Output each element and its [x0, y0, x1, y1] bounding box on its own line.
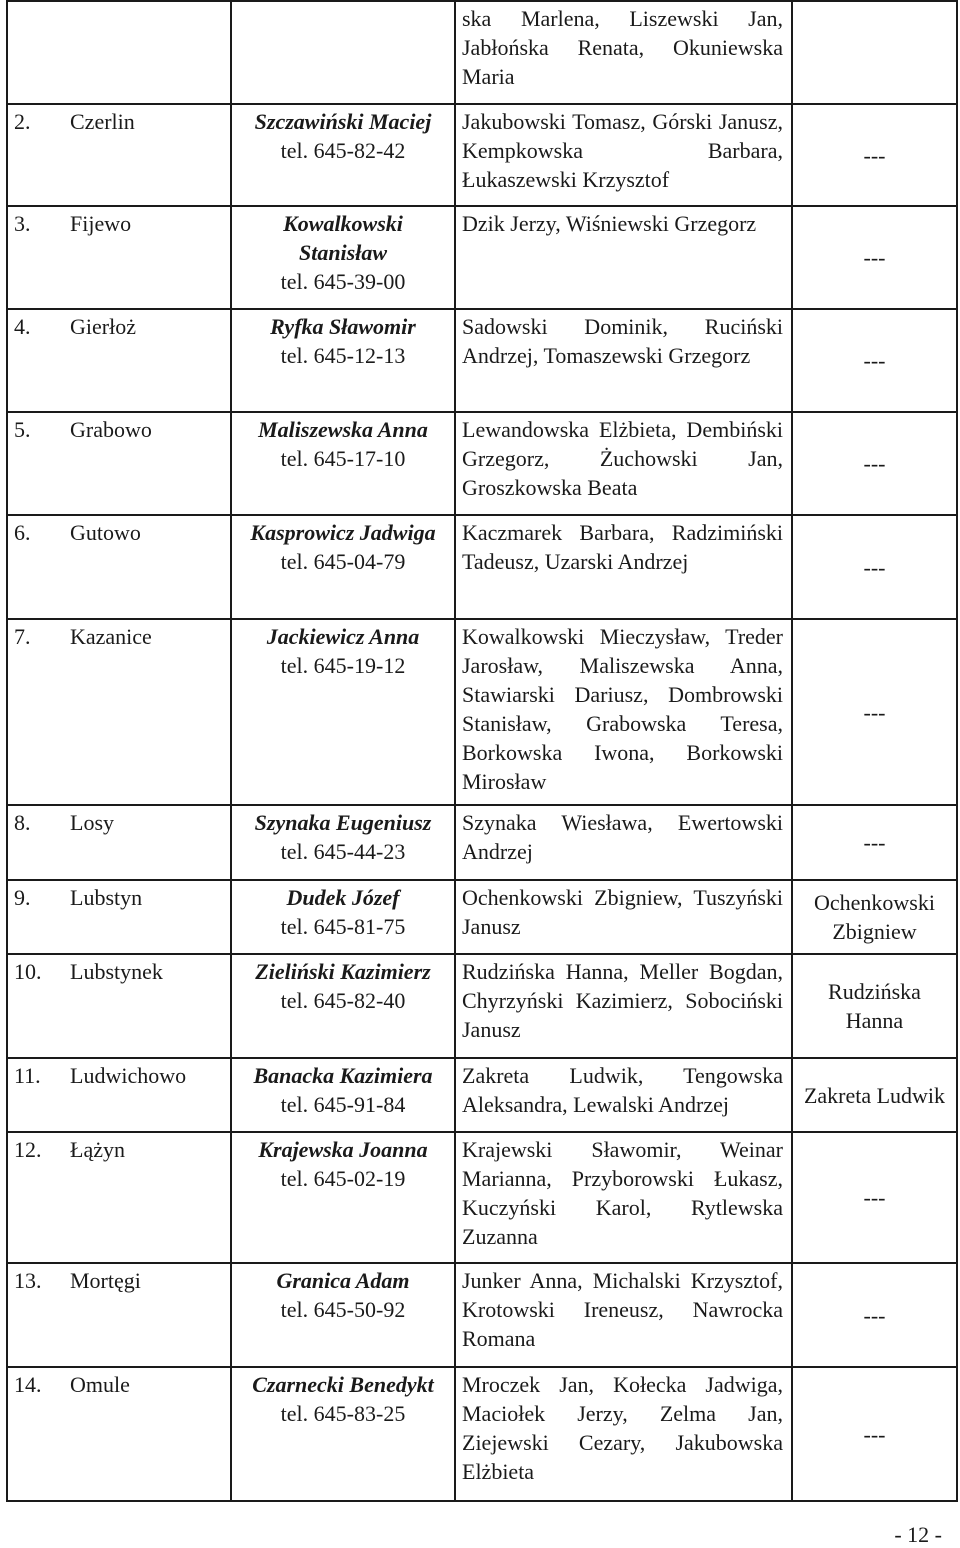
members-cell: Mroczek Jan, Kołecka Jadwiga, Maciołek Jerzy, Zelma Jan, Ziejewski Cezary, Jakubowska Elżbieta	[455, 1367, 792, 1501]
table-row	[7, 412, 957, 515]
village-name: Łążyn	[70, 1137, 125, 1162]
members-cell: ska Marlena, Liszewski Jan, Jabłońska Renata, Okuniewska Maria	[455, 1, 792, 104]
head-cell	[231, 1058, 455, 1132]
place-cell	[7, 619, 231, 805]
place-cell	[7, 1, 231, 104]
head-phone: tel. 645-19-12	[280, 653, 406, 678]
place-cell	[7, 104, 231, 206]
village-name: Losy	[70, 810, 114, 835]
members-cell: Sadowski Dominik, Ruciński Andrzej, Tomaszewski Grzegorz	[455, 309, 792, 412]
row-number: 13.	[14, 1268, 42, 1293]
row-number: 11.	[14, 1063, 41, 1088]
head-cell	[231, 515, 455, 619]
members-cell: Lewandowska Elżbieta, Dembiński Grzegorz, Żuchowski Jan, Groszkowska Beata	[455, 412, 792, 515]
head-cell	[231, 805, 455, 880]
village-name: Ludwichowo	[70, 1063, 187, 1088]
note-cell: ---	[792, 309, 957, 412]
head-phone: tel. 645-04-79	[280, 549, 406, 574]
head-name: Banacka Kazimiera	[253, 1063, 433, 1088]
table-row	[7, 805, 957, 880]
head-phone: tel. 645-91-84	[280, 1092, 406, 1117]
head-cell	[231, 206, 455, 309]
head-name: Granica Adam	[276, 1268, 410, 1293]
members-cell: Ochenkowski Zbigniew, Tuszyński Janusz	[455, 880, 792, 954]
head-phone: tel. 645-44-23	[280, 839, 406, 864]
row-number: 8.	[14, 810, 31, 835]
head-name: Szynaka Eugeniusz	[254, 810, 432, 835]
note-cell: ---	[792, 619, 957, 805]
head-name: Maliszewska Anna	[258, 417, 428, 442]
members-cell: Jakubowski Tomasz, Górski Janusz, Kempkowska Barbara, Łukaszewski Krzysztof	[455, 104, 792, 206]
table-row	[7, 954, 957, 1058]
table-row	[7, 619, 957, 805]
members-cell: Kaczmarek Barbara, Radzimiński Tadeusz, Uzarski Andrzej	[455, 515, 792, 619]
village-name: Omule	[70, 1372, 130, 1397]
head-cell	[231, 1, 455, 104]
head-name: Czarnecki Benedykt	[252, 1372, 434, 1397]
head-name: Ryfka Sławomir	[270, 314, 416, 339]
village-name: Mortęgi	[70, 1268, 141, 1293]
row-number: 6.	[14, 520, 31, 545]
members-cell: Krajewski Sławomir, Weinar Marianna, Przyborowski Łukasz, Kuczyński Karol, Rytlewska Zuzanna	[455, 1132, 792, 1263]
place-cell	[7, 805, 231, 880]
members-cell: Junker Anna, Michalski Krzysztof, Krotowski Ireneusz, Nawrocka Romana	[455, 1263, 792, 1367]
members-cell: Kowalkowski Mieczysław, Treder Jarosław, Maliszewska Anna, Stawiarski Dariusz, Dombrowski Stanisław, Grabowska Teresa, Borkowska Iwona, Borkowski Mirosław	[455, 619, 792, 805]
note-cell: ---	[792, 412, 957, 515]
head-cell	[231, 619, 455, 805]
table-row	[7, 1367, 957, 1501]
village-name: Lubstynek	[70, 959, 163, 984]
row-number: 7.	[14, 624, 31, 649]
head-cell	[231, 1132, 455, 1263]
row-number: 4.	[14, 314, 31, 339]
village-table	[6, 0, 958, 1502]
place-cell	[7, 954, 231, 1058]
head-name: Szczawiński Maciej	[254, 109, 432, 134]
note-cell: ---	[792, 1263, 957, 1367]
place-cell	[7, 515, 231, 619]
head-cell	[231, 1263, 455, 1367]
note-cell: ---	[792, 1367, 957, 1501]
table-row	[7, 515, 957, 619]
note-cell: ---	[792, 104, 957, 206]
table-row	[7, 1263, 957, 1367]
head-name: Jackiewicz Anna	[266, 624, 420, 649]
head-phone: tel. 645-83-25	[280, 1401, 406, 1426]
table-row	[7, 104, 957, 206]
head-phone: tel. 645-12-13	[280, 343, 406, 368]
village-name: Grabowo	[70, 417, 152, 442]
head-cell	[231, 412, 455, 515]
note-cell: ---	[792, 805, 957, 880]
head-phone: tel. 645-02-19	[280, 1166, 406, 1191]
place-cell	[7, 880, 231, 954]
place-cell	[7, 309, 231, 412]
place-cell	[7, 206, 231, 309]
place-cell	[7, 412, 231, 515]
note-cell: ---	[792, 515, 957, 619]
note-cell: ---	[792, 206, 957, 309]
head-cell	[231, 309, 455, 412]
members-cell: Rudzińska Hanna, Meller Bogdan, Chyrzyński Kazimierz, Sobociński Janusz	[455, 954, 792, 1058]
note-cell: Ochenkowski Zbigniew	[792, 880, 957, 954]
head-phone: tel. 645-82-42	[280, 138, 406, 163]
head-cell	[231, 954, 455, 1058]
row-number: 3.	[14, 211, 31, 236]
table-row	[7, 1, 957, 104]
head-phone: tel. 645-82-40	[280, 988, 406, 1013]
village-name: Lubstyn	[70, 885, 143, 910]
head-name: Zieliński Kazimierz	[255, 959, 431, 984]
village-name: Kazanice	[70, 624, 152, 649]
row-number: 10.	[14, 959, 42, 984]
head-phone: tel. 645-50-92	[280, 1297, 406, 1322]
note-cell: Zakreta Ludwik	[792, 1058, 957, 1132]
row-number: 14.	[14, 1372, 42, 1397]
table-row	[7, 1132, 957, 1263]
village-name: Fijewo	[70, 211, 132, 236]
place-cell	[7, 1058, 231, 1132]
head-phone: tel. 645-81-75	[280, 914, 406, 939]
members-cell: Dzik Jerzy, Wiśniewski Grzegorz	[455, 206, 792, 309]
head-name: Krajewska Joanna	[258, 1137, 428, 1162]
head-name: Dudek Józef	[286, 885, 400, 910]
village-name: Czerlin	[70, 109, 135, 134]
note-cell: Rudzińska Hanna	[792, 954, 957, 1058]
village-name: Gutowo	[70, 520, 141, 545]
head-cell	[231, 880, 455, 954]
table-row	[7, 206, 957, 309]
members-cell: Zakreta Ludwik, Tengowska Aleksandra, Lewalski Andrzej	[455, 1058, 792, 1132]
head-name: Kasprowicz Jadwiga	[250, 520, 436, 545]
table-row	[7, 1058, 957, 1132]
page-number: - 12 -	[894, 1522, 942, 1547]
table-body	[7, 1, 957, 1501]
row-number: 2.	[14, 109, 31, 134]
place-cell	[7, 1367, 231, 1501]
place-cell	[7, 1263, 231, 1367]
members-cell: Szynaka Wiesława, Ewertowski Andrzej	[455, 805, 792, 880]
table-row	[7, 880, 957, 954]
place-cell	[7, 1132, 231, 1263]
head-cell	[231, 1367, 455, 1501]
village-name: Gierłoż	[70, 314, 136, 339]
head-cell	[231, 104, 455, 206]
row-number: 12.	[14, 1137, 42, 1162]
note-cell: ---	[792, 1132, 957, 1263]
head-phone: tel. 645-17-10	[280, 446, 406, 471]
row-number: 5.	[14, 417, 31, 442]
note-cell	[792, 1, 957, 104]
table-row	[7, 309, 957, 412]
row-number: 9.	[14, 885, 31, 910]
head-name: Kowalkowski Stanisław	[283, 211, 403, 265]
head-phone: tel. 645-39-00	[280, 269, 406, 294]
